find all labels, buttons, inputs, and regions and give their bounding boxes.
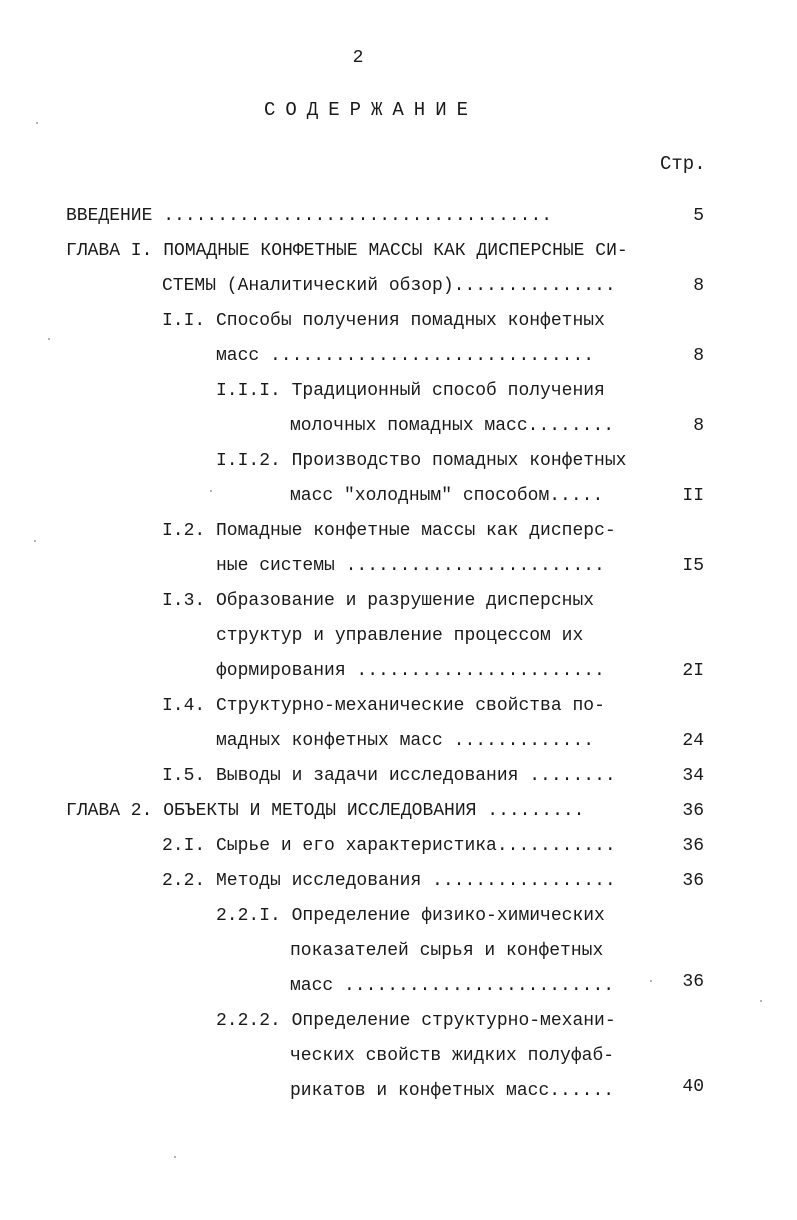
toc-line: ГЛАВА 2. ОБЪЕКТЫ И МЕТОДЫ ИССЛЕДОВАНИЯ ......... bbox=[66, 801, 585, 821]
toc-line: масс "холодным" способом..... bbox=[290, 486, 604, 506]
toc-page-number: 36 bbox=[682, 801, 704, 821]
toc-line: 2.I. Сырье и его характеристика........... bbox=[162, 836, 616, 856]
toc-page-number: 5 bbox=[693, 206, 704, 226]
toc-line: СТЕМЫ (Аналитический обзор)............... bbox=[162, 276, 616, 296]
toc-line: масс .............................. bbox=[216, 346, 595, 366]
toc-page-number: 8 bbox=[693, 346, 704, 366]
toc-line: I.I.I. Традиционный способ получения bbox=[216, 381, 605, 401]
toc-line: ческих свойств жидких полуфаб- bbox=[290, 1046, 615, 1066]
toc-page-number: 36 bbox=[682, 871, 704, 891]
toc-line: ВВЕДЕНИЕ .................................... bbox=[66, 206, 553, 226]
toc-line: молочных помадных масс........ bbox=[290, 416, 615, 436]
toc-line: I.5. Выводы и задачи исследования ........ bbox=[162, 766, 616, 786]
toc-line: I.I. Способы получения помадных конфетных bbox=[162, 311, 605, 331]
toc-page-number: 36 bbox=[682, 836, 704, 856]
toc-page-number: 34 bbox=[682, 766, 704, 786]
toc-page-number: 8 bbox=[693, 276, 704, 296]
toc-line: 2.2.I. Определение физико-химических bbox=[216, 906, 605, 926]
toc-line: I.4. Структурно-механические свойства по- bbox=[162, 696, 605, 716]
page-title: СОДЕРЖАНИЕ bbox=[263, 99, 479, 121]
toc-line: I.3. Образование и разрушение дисперсных bbox=[162, 591, 595, 611]
page-number: 2 bbox=[352, 48, 364, 68]
page-column-header: Стр. bbox=[660, 153, 706, 175]
toc-line: структур и управление процессом их bbox=[216, 626, 584, 646]
toc-line: ные системы ........................ bbox=[216, 556, 605, 576]
toc-line: рикатов и конфетных масс...... bbox=[290, 1081, 615, 1101]
scan-speck bbox=[36, 122, 38, 124]
toc-line: 2.2.2. Определение структурно-механи- bbox=[216, 1011, 616, 1031]
toc-line: мадных конфетных масс ............. bbox=[216, 731, 595, 751]
toc-line: ГЛАВА I. ПОМАДНЫЕ КОНФЕТНЫЕ МАССЫ КАК ДИСПЕРСНЫЕ СИ- bbox=[66, 241, 628, 261]
scan-speck bbox=[34, 540, 36, 542]
toc-page-number: I5 bbox=[682, 556, 704, 576]
toc-line: 2.2. Методы исследования ................. bbox=[162, 871, 616, 891]
toc-line: I.I.2. Производство помадных конфетных bbox=[216, 451, 627, 471]
toc-page-number: 8 bbox=[693, 416, 704, 436]
scan-speck bbox=[210, 490, 212, 492]
toc-line: показателей сырья и конфетных bbox=[290, 941, 604, 961]
scan-speck bbox=[760, 1000, 762, 1002]
toc-page-number: 36 bbox=[682, 972, 704, 992]
toc-line: I.2. Помадные конфетные массы как дисперс- bbox=[162, 521, 616, 541]
toc-page-number: 2I bbox=[682, 661, 704, 681]
toc-page-number: 24 bbox=[682, 731, 704, 751]
toc-page-number: II bbox=[682, 486, 704, 506]
toc-line: формирования ....................... bbox=[216, 661, 605, 681]
scan-speck bbox=[174, 1156, 176, 1158]
toc-line: масс ......................... bbox=[290, 976, 615, 996]
scan-speck bbox=[48, 338, 50, 340]
scan-speck bbox=[650, 980, 652, 982]
toc-page-number: 40 bbox=[682, 1077, 704, 1097]
